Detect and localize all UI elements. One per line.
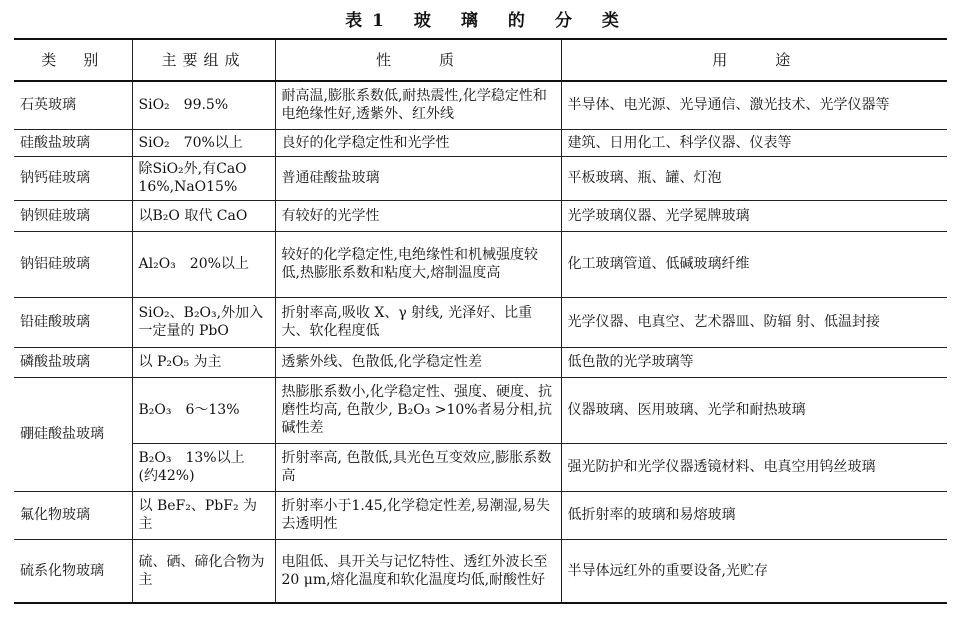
category-cell: 钠钡硅玻璃 bbox=[14, 200, 132, 231]
properties-cell: 良好的化学稳定性和光学性 bbox=[275, 129, 561, 156]
category-cell: 石英玻璃 bbox=[14, 81, 132, 129]
properties-cell: 普通硅酸盐玻璃 bbox=[275, 156, 561, 200]
uses-cell: 半导体、电光源、光导通信、激光技术、光学仪器等 bbox=[561, 81, 947, 129]
properties-cell: 较好的化学稳定性,电绝缘性和机械强度较低,热膨胀系数和粘度大,熔制温度高 bbox=[275, 231, 561, 297]
uses-cell: 低折射率的玻璃和易熔玻璃 bbox=[561, 491, 947, 539]
uses-cell: 化工玻璃管道、低碱玻璃纤维 bbox=[561, 231, 947, 297]
table-row bbox=[14, 347, 947, 377]
header-properties: 性 质 bbox=[275, 39, 561, 81]
properties-cell: 透紫外线、色散低,化学稳定性差 bbox=[275, 347, 561, 377]
header-uses: 用 途 bbox=[561, 39, 947, 81]
composition-cell: 以 BeF₂、PbF₂ 为主 bbox=[132, 491, 275, 539]
table-row bbox=[14, 231, 947, 297]
category-cell: 钠铝硅玻璃 bbox=[14, 231, 132, 297]
header-category: 类 别 bbox=[14, 39, 132, 81]
table-row bbox=[14, 81, 947, 129]
table-row bbox=[14, 129, 947, 156]
table-row bbox=[14, 539, 947, 603]
header-row bbox=[14, 39, 947, 81]
composition-cell: SiO₂、B₂O₃,外加入一定量的 PbO bbox=[132, 297, 275, 347]
category-cell: 硅酸盐玻璃 bbox=[14, 129, 132, 156]
properties-cell: 有较好的光学性 bbox=[275, 200, 561, 231]
composition-cell: 除SiO₂外,有CaO 16%,NaO15% bbox=[132, 156, 275, 200]
properties-cell: 折射率小于1.45,化学稳定性差,易潮湿,易失去透明性 bbox=[275, 491, 561, 539]
composition-cell: SiO₂ 99.5% bbox=[132, 81, 275, 129]
properties-cell: 耐高温,膨胀系数低,耐热震性,化学稳定性和电绝缘性好,透紫外、红外线 bbox=[275, 81, 561, 129]
properties-cell: 热膨胀系数小,化学稳定性、强度、硬度、抗磨性均高, 色散少, B₂O₃ >10%者易分相,抗碱性差 bbox=[275, 377, 561, 443]
properties-cell: 折射率高,吸收 X、γ 射线, 光泽好、比重大、软化程度低 bbox=[275, 297, 561, 347]
table-row bbox=[14, 443, 947, 491]
glass-classification-table bbox=[14, 38, 947, 604]
table-row bbox=[14, 156, 947, 200]
category-cell: 钠钙硅玻璃 bbox=[14, 156, 132, 200]
title-char: 璃 bbox=[460, 11, 480, 31]
uses-cell: 建筑、日用化工、科学仪器、仪表等 bbox=[561, 129, 947, 156]
title-char: 的 bbox=[507, 11, 527, 31]
table-row bbox=[14, 200, 947, 231]
properties-cell: 折射率高, 色散低,具光色互变效应,膨胀系数高 bbox=[275, 443, 561, 491]
uses-cell: 仪器玻璃、医用玻璃、光学和耐热玻璃 bbox=[561, 377, 947, 443]
category-cell: 硫系化物玻璃 bbox=[14, 539, 132, 603]
composition-cell: SiO₂ 70%以上 bbox=[132, 129, 275, 156]
category-cell: 铅硅酸玻璃 bbox=[14, 297, 132, 347]
composition-cell: 以 P₂O₅ 为主 bbox=[132, 347, 275, 377]
title-char: 分 bbox=[554, 11, 574, 31]
uses-cell: 强光防护和光学仪器透镜材料、电真空用钨丝玻璃 bbox=[561, 443, 947, 491]
uses-cell: 半导体远红外的重要设备,光贮存 bbox=[561, 539, 947, 603]
composition-cell: 硫、硒、碲化合物为主 bbox=[132, 539, 275, 603]
properties-cell: 电阻低、具开关与记忆特性、透红外波长至20 μm,熔化温度和软化温度均低,耐酸性好 bbox=[275, 539, 561, 603]
uses-cell: 低色散的光学玻璃等 bbox=[561, 347, 947, 377]
uses-cell: 光学玻璃仪器、光学冕牌玻璃 bbox=[561, 200, 947, 231]
table-title bbox=[0, 6, 966, 31]
composition-cell: B₂O₃ 13%以上 (约42%) bbox=[132, 443, 275, 491]
uses-cell: 平板玻璃、瓶、罐、灯泡 bbox=[561, 156, 947, 200]
composition-cell: 以B₂O 取代 CaO bbox=[132, 200, 275, 231]
table-number: 表 1 bbox=[345, 11, 386, 31]
title-char: 玻 bbox=[413, 11, 433, 31]
composition-cell: Al₂O₃ 20%以上 bbox=[132, 231, 275, 297]
table-row bbox=[14, 377, 947, 443]
header-composition: 主要组成 bbox=[132, 39, 275, 81]
composition-cell: B₂O₃ 6～13% bbox=[132, 377, 275, 443]
table-row bbox=[14, 491, 947, 539]
category-cell: 氟化物玻璃 bbox=[14, 491, 132, 539]
category-cell: 硼硅酸盐玻璃 bbox=[14, 377, 132, 491]
category-cell: 磷酸盐玻璃 bbox=[14, 347, 132, 377]
title-char: 类 bbox=[601, 11, 621, 31]
uses-cell: 光学仪器、电真空、艺术器皿、防辐 射、低温封接 bbox=[561, 297, 947, 347]
table-row bbox=[14, 297, 947, 347]
